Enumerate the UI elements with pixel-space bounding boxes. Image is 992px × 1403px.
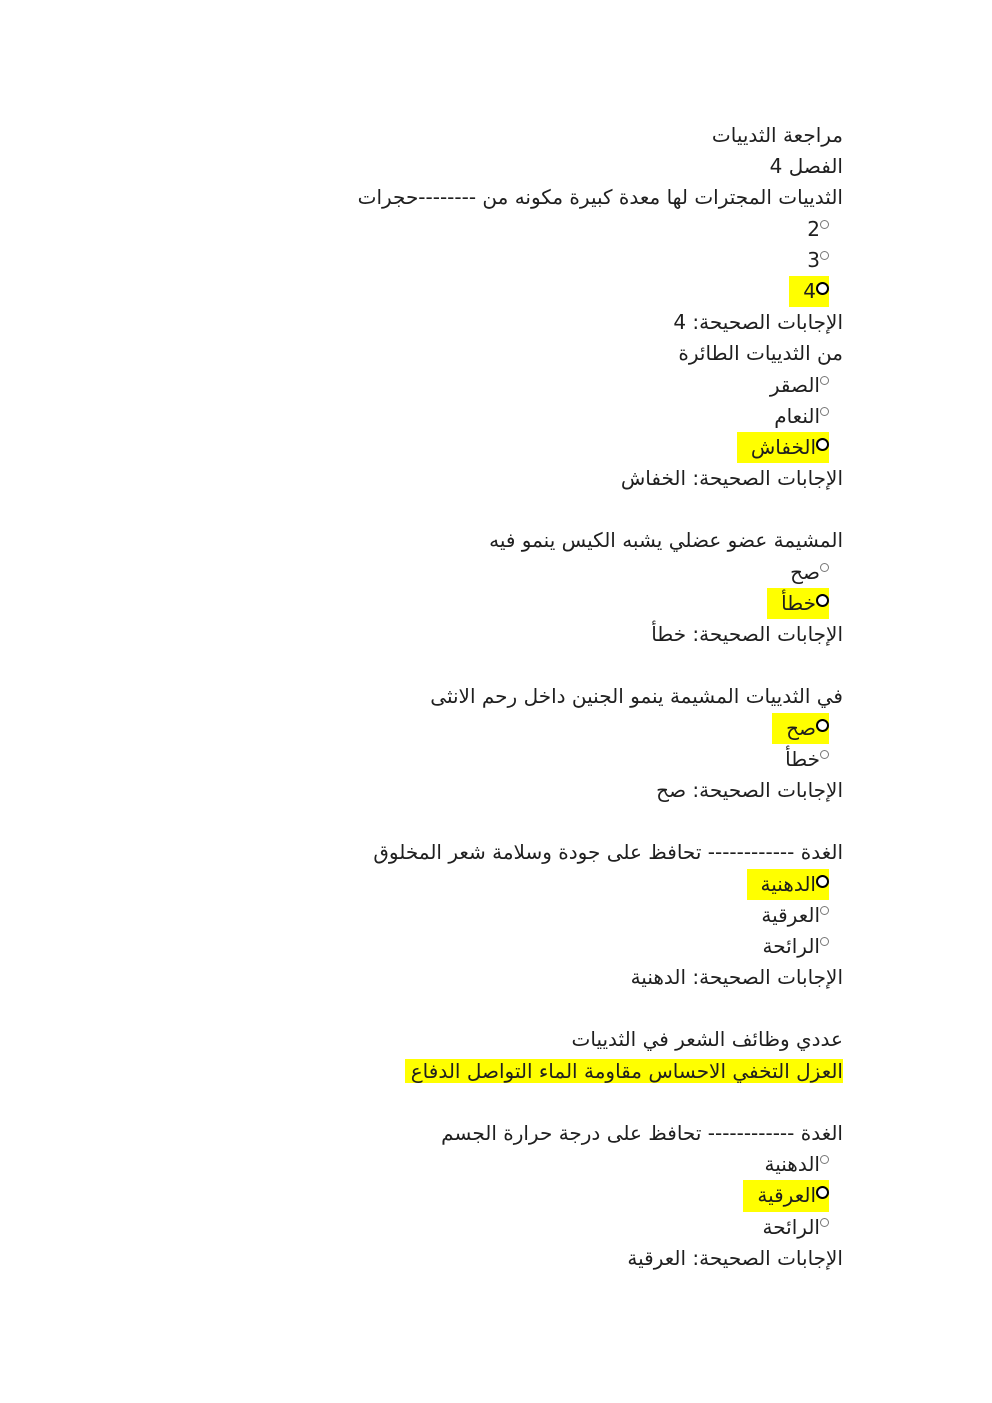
option-label: 3	[807, 247, 820, 272]
radio-icon[interactable]	[820, 376, 829, 385]
radio-icon[interactable]	[820, 1218, 829, 1227]
radio-checked-icon[interactable]	[816, 875, 829, 888]
option-label: 4	[803, 278, 816, 303]
answer-option[interactable]	[0, 744, 843, 775]
option-label: الدهنية	[764, 1152, 820, 1177]
spacer	[0, 494, 843, 525]
spacer	[0, 650, 843, 681]
radio-checked-icon[interactable]	[816, 282, 829, 295]
option-label: الرائحة	[762, 1214, 820, 1239]
option-label: صح	[786, 715, 816, 740]
option-label: الخفاش	[750, 434, 816, 459]
page-title: مراجعة الثدييات	[711, 123, 843, 147]
radio-checked-icon[interactable]	[816, 719, 829, 732]
radio-icon[interactable]	[820, 1155, 829, 1164]
answer-option[interactable]	[0, 900, 843, 931]
free-answer: العزل التخفي الاحساس مقاومة الماء التواصل الدفاع	[405, 1059, 843, 1083]
option-label: العرقية	[761, 902, 820, 927]
radio-icon[interactable]	[820, 906, 829, 915]
radio-checked-icon[interactable]	[816, 1186, 829, 1199]
answer-option[interactable]	[0, 401, 843, 432]
correct-answer: الإجابات الصحيحة: الخفاش	[620, 466, 843, 491]
option-label: الرائحة	[762, 933, 820, 958]
question-text: الغدة ------------ تحافظ على درجة حرارة الجسم	[441, 1121, 843, 1145]
correct-answer: الإجابات الصحيحة: الدهنية	[630, 965, 843, 990]
answer-option-selected[interactable]	[0, 588, 843, 619]
answer-option-selected[interactable]	[0, 869, 843, 900]
question-text: عددي وظائف الشعر في الثدييات	[571, 1027, 843, 1052]
answer-option[interactable]	[0, 245, 843, 276]
answer-option-selected[interactable]	[0, 713, 843, 744]
answer-option[interactable]	[0, 1149, 843, 1180]
answer-option-selected[interactable]	[0, 432, 843, 463]
option-label: الدهنية	[760, 871, 816, 896]
answer-option[interactable]	[0, 214, 843, 245]
question-text: الغدة ------------ تحافظ على جودة وسلامة شعر المخلوق	[373, 840, 843, 865]
answer-option[interactable]	[0, 370, 843, 401]
option-label: العرقية	[757, 1183, 816, 1208]
answer-option[interactable]	[0, 931, 843, 962]
radio-icon[interactable]	[820, 937, 829, 946]
answer-option[interactable]	[0, 557, 843, 588]
radio-icon[interactable]	[820, 563, 829, 572]
correct-answer: الإجابات الصحيحة: صح	[656, 777, 843, 802]
option-label: خطأ	[781, 590, 816, 615]
correct-answer: الإجابات الصحيحة: خطأ	[651, 622, 843, 646]
radio-icon[interactable]	[820, 407, 829, 416]
option-label: 2	[807, 216, 820, 241]
option-label: الصقر	[769, 372, 820, 397]
option-label: صح	[790, 559, 820, 584]
radio-icon[interactable]	[820, 220, 829, 229]
answer-option[interactable]	[0, 1212, 843, 1243]
correct-answer: الإجابات الصحيحة: 4	[673, 310, 843, 335]
radio-checked-icon[interactable]	[816, 594, 829, 607]
option-label: النعام	[774, 403, 820, 428]
free-answer-line	[0, 1056, 843, 1087]
chapter-label: الفصل 4	[769, 154, 843, 179]
answer-option-selected[interactable]	[0, 276, 843, 307]
question-text: في الثدييات المشيمة ينمو الجنين داخل رحم الانثى	[430, 684, 843, 709]
question-text: من الثدييات الطائرة	[678, 341, 843, 366]
question-text: الثدييات المجترات لها معدة كبيرة مكونه من --------حجرات	[357, 185, 843, 210]
correct-answer: الإجابات الصحيحة: العرقية	[627, 1245, 843, 1270]
spacer	[0, 1087, 843, 1118]
document	[0, 120, 843, 1274]
radio-icon[interactable]	[820, 251, 829, 260]
spacer	[0, 806, 843, 837]
radio-checked-icon[interactable]	[816, 438, 829, 451]
radio-icon[interactable]	[820, 750, 829, 759]
question-text: المشيمة عضو عضلي يشبه الكيس ينمو فيه	[489, 528, 843, 553]
spacer	[0, 993, 843, 1024]
answer-option-selected[interactable]	[0, 1180, 843, 1211]
option-label: خطأ	[785, 746, 820, 771]
